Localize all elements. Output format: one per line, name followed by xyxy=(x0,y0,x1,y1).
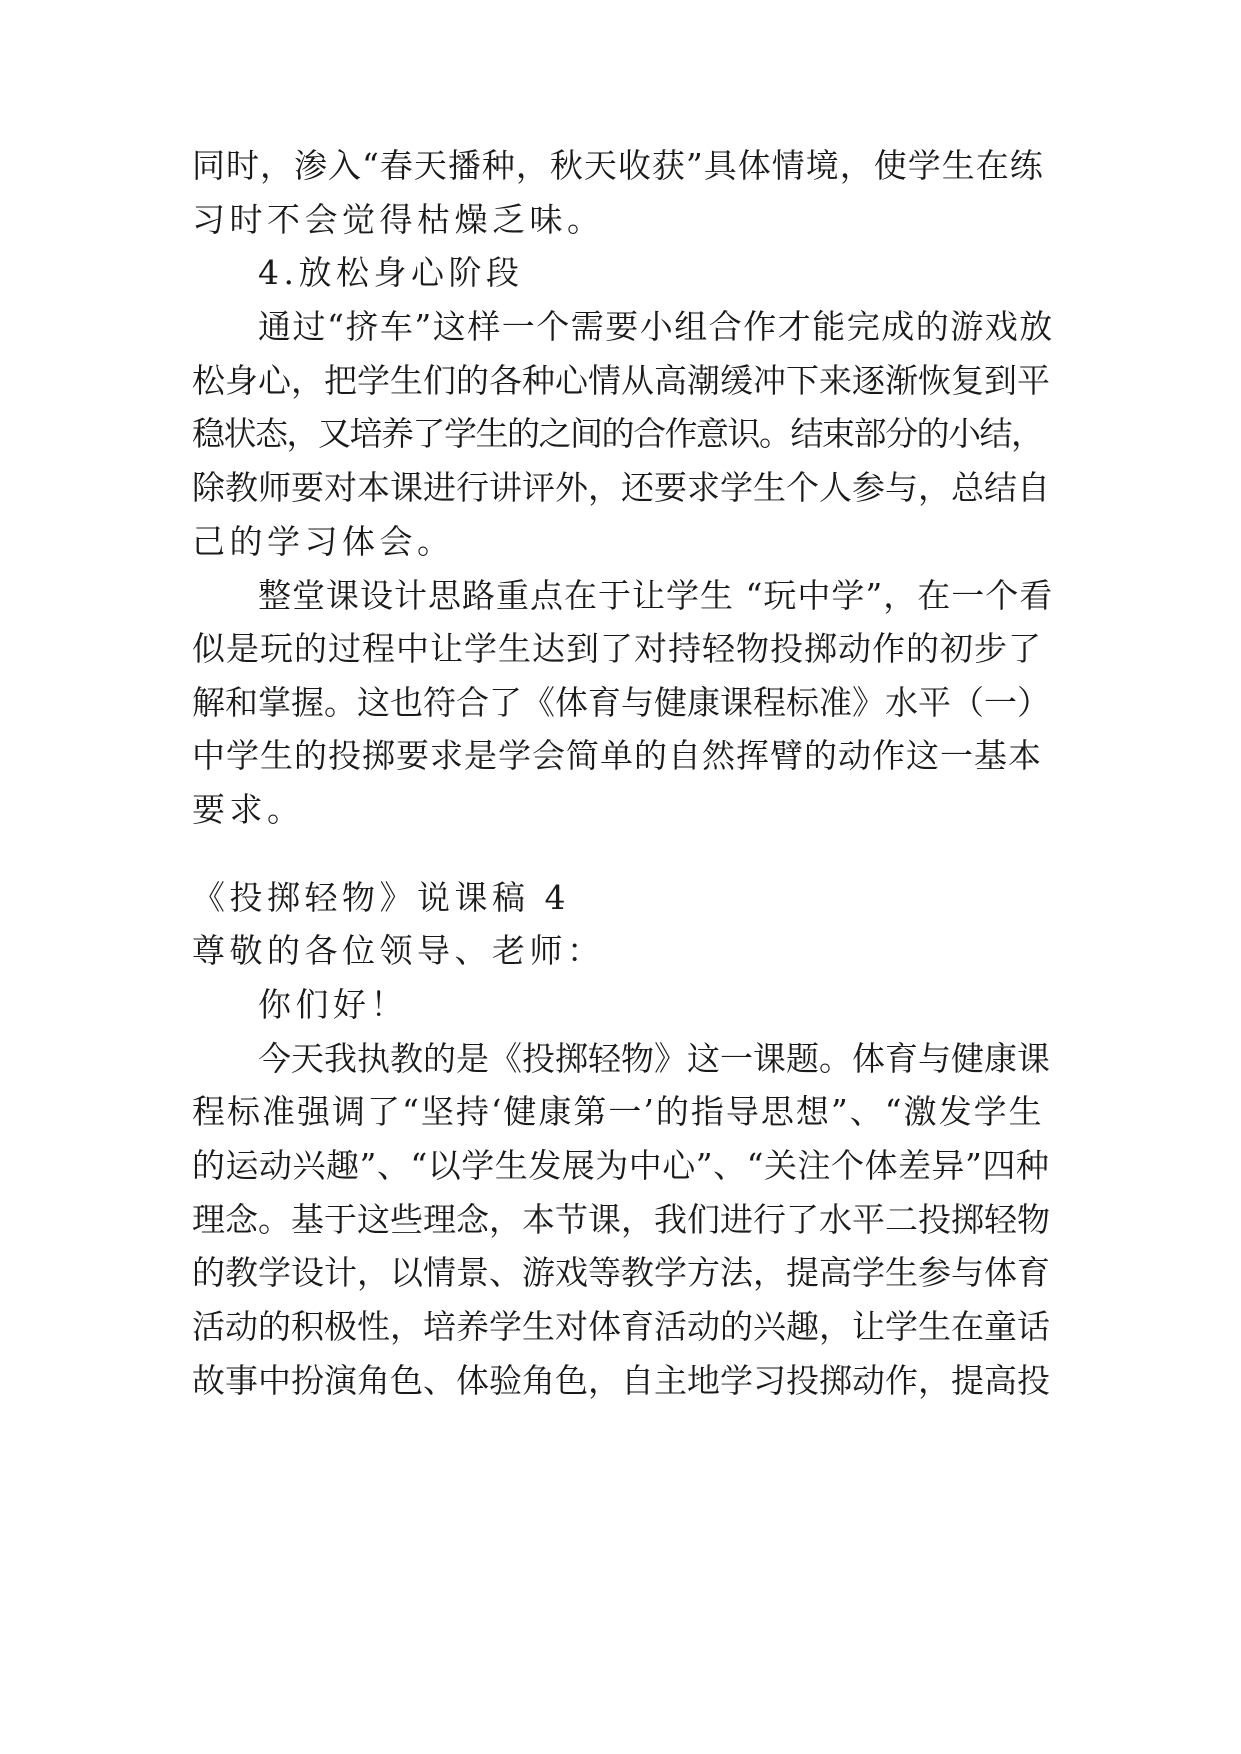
salutation: 尊敬的各位领导、老师： xyxy=(192,931,605,970)
body-text-line: 活动的积极性，培养学生对体育活动的兴趣，让学生在童话 xyxy=(192,1307,1050,1346)
body-text-line: 理念。基于这些理念，本节课，我们进行了水平二投掷轻物 xyxy=(192,1200,1050,1239)
document-page xyxy=(192,0,1054,1754)
body-text-line: 通过“挤车”这样一个需要小组合作才能完成的游戏放 xyxy=(258,307,1054,346)
body-text-line: 似是玩的过程中让学生达到了对持轻物投掷动作的初步了 xyxy=(192,629,1042,668)
section-heading: 4.放松身心阶段 xyxy=(258,253,524,292)
body-text-line: 除教师要对本课进行讲评外，还要求学生个人参与，总结自 xyxy=(192,468,1050,507)
body-text-line: 己的学习体会。 xyxy=(192,522,455,561)
body-text-line: 程标准强调了“坚持‘健康第一’的指导思想”、“激发学生 xyxy=(192,1092,1044,1131)
body-text-line: 解和掌握。这也符合了《体育与健康课程标准》水平（一） xyxy=(192,683,1050,722)
body-text-line: 的运动兴趣”、“以学生发展为中心”、“关注个体差异”四种 xyxy=(192,1146,1050,1185)
body-text-line: 要求。 xyxy=(192,790,305,829)
document-title: 《投掷轻物》说课稿 4 xyxy=(192,878,570,917)
greeting: 你们好！ xyxy=(258,985,408,1024)
body-text-line: 稳状态，又培养了学生的之间的合作意识。结束部分的小结， xyxy=(192,414,1043,453)
body-text-line: 松身心，把学生们的各种心情从高潮缓冲下来逐渐恢复到平 xyxy=(192,361,1050,400)
body-text-line: 故事中扮演角色、体验角色，自主地学习投掷动作，提高投 xyxy=(192,1361,1050,1400)
body-text-line: 今天我执教的是《投掷轻物》这一课题。体育与健康课 xyxy=(258,1039,1050,1078)
body-text-line: 中学生的投掷要求是学会简单的自然挥臂的动作这一基本 xyxy=(192,736,1042,775)
body-text-line: 同时，渗入“春天播种，秋天收获”具体情境，使学生在练 xyxy=(192,146,1044,185)
body-text-line: 习时不会觉得枯燥乏味。 xyxy=(192,200,605,239)
body-text-line: 整堂课设计思路重点在于让学生 “玩中学”，在一个看 xyxy=(258,576,1054,615)
body-text-line: 的教学设计，以情景、游戏等教学方法，提高学生参与体育 xyxy=(192,1253,1050,1292)
